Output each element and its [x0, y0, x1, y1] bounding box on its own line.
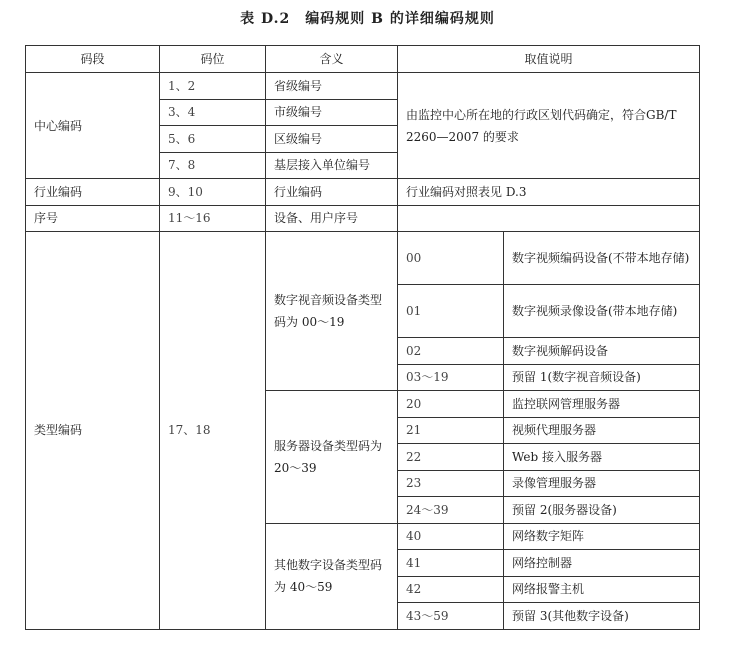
- type-code-position: 17、18: [160, 232, 266, 630]
- coding-rules-table: [25, 45, 700, 630]
- type-name: 数字视频编码设备(不带本地存储): [504, 232, 700, 285]
- serial-desc: [398, 205, 700, 232]
- type-name: 网络数字矩阵: [504, 523, 700, 550]
- meaning-cell: 省级编号: [266, 73, 398, 100]
- position-cell: 1、2: [160, 73, 266, 100]
- type-code: 20: [398, 391, 504, 418]
- table-row: [26, 179, 700, 206]
- group-desc: 数字视音频设备类型码为 00～19: [266, 232, 398, 391]
- type-name: 视频代理服务器: [504, 417, 700, 444]
- serial-label: 序号: [26, 205, 160, 232]
- header-position: 码位: [160, 46, 266, 73]
- position-cell: 11～16: [160, 205, 266, 232]
- type-code: 40: [398, 523, 504, 550]
- group-desc: 服务器设备类型码为 20～39: [266, 391, 398, 524]
- header-row: [26, 46, 700, 73]
- position-cell: 7、8: [160, 152, 266, 179]
- position-cell: 5、6: [160, 126, 266, 153]
- table-title: 表 D.2 编码规则 B 的详细编码规则: [240, 11, 495, 27]
- header-value-desc: 取值说明: [398, 46, 700, 73]
- type-code: 03～19: [398, 364, 504, 391]
- table-row: [26, 232, 700, 285]
- group-desc: 其他数字设备类型码为 40～59: [266, 523, 398, 629]
- position-cell: 3、4: [160, 99, 266, 126]
- type-name: 网络报警主机: [504, 576, 700, 603]
- meaning-cell: 基层接入单位编号: [266, 152, 398, 179]
- type-name: 预留 1(数字视音频设备): [504, 364, 700, 391]
- meaning-cell: 设备、用户序号: [266, 205, 398, 232]
- type-code: 02: [398, 338, 504, 365]
- type-name: 监控联网管理服务器: [504, 391, 700, 418]
- type-name: 录像管理服务器: [504, 470, 700, 497]
- type-name: 预留 3(其他数字设备): [504, 603, 700, 630]
- type-code: 24～39: [398, 497, 504, 524]
- position-cell: 9、10: [160, 179, 266, 206]
- meaning-cell: 行业编码: [266, 179, 398, 206]
- type-name: 预留 2(服务器设备): [504, 497, 700, 524]
- type-code: 43～59: [398, 603, 504, 630]
- type-name: 数字视频解码设备: [504, 338, 700, 365]
- center-code-desc: 由监控中心所在地的行政区划代码确定，符合GB/T 2260—2007 的要求: [398, 73, 700, 179]
- type-code-label: 类型编码: [26, 232, 160, 630]
- type-name: 数字视频录像设备(带本地存储): [504, 285, 700, 338]
- type-code: 00: [398, 232, 504, 285]
- meaning-cell: 区级编号: [266, 126, 398, 153]
- table-row: [26, 73, 700, 100]
- type-code: 42: [398, 576, 504, 603]
- type-code: 22: [398, 444, 504, 471]
- center-code-label: 中心编码: [26, 73, 160, 179]
- table-row: [26, 205, 700, 232]
- type-name: 网络控制器: [504, 550, 700, 577]
- meaning-cell: 市级编号: [266, 99, 398, 126]
- type-code: 23: [398, 470, 504, 497]
- type-code: 21: [398, 417, 504, 444]
- industry-code-desc: 行业编码对照表见 D.3: [398, 179, 700, 206]
- type-name: Web 接入服务器: [504, 444, 700, 471]
- header-meaning: 含义: [266, 46, 398, 73]
- header-segment: 码段: [26, 46, 160, 73]
- industry-code-label: 行业编码: [26, 179, 160, 206]
- type-code: 41: [398, 550, 504, 577]
- type-code: 01: [398, 285, 504, 338]
